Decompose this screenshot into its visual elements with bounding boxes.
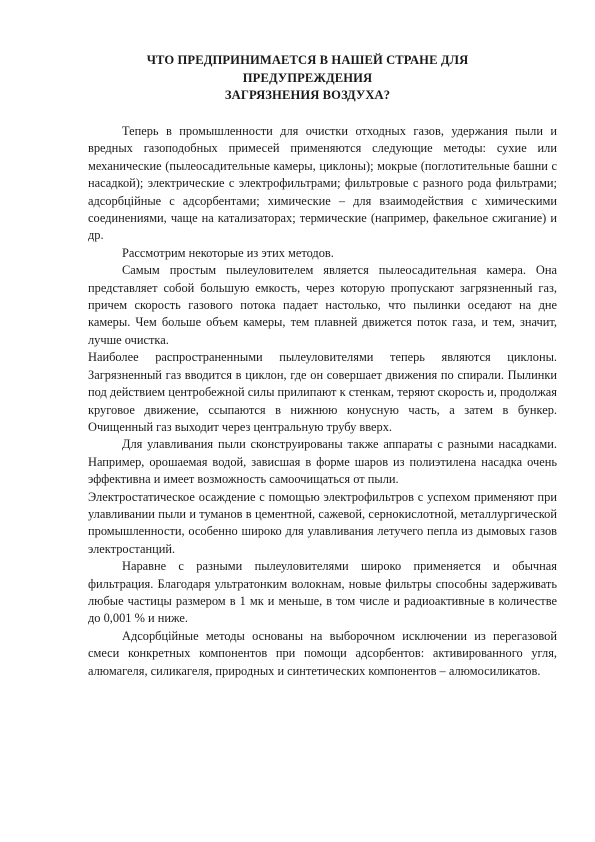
document-body bbox=[88, 123, 557, 680]
paragraph-consider-methods: Рассмотрим некоторые из этих методов. bbox=[122, 245, 334, 260]
paragraph-packings: Для улавливания пыли сконструированы также аппараты с разными насадками. Например, орошаемая водой, зависшая в форме шаров из полиэтилена насадка очень эффективна и имеет возможность самоочищаться от пыли. bbox=[88, 437, 557, 487]
paragraph-cyclones: Наиболее распространенными пылеуловителями теперь являются циклоны. Загрязненный газ вводится в циклон, где он совершает движения по спирали. Пылинки под действием центробежной силы прилипают к стенкам, теряют скорость и, продолжая круговое движение, ссыпаются в нижнюю конусную часть, а затем в бункер. Очищенный газ выходит через центральную трубу вверх. bbox=[88, 350, 557, 434]
paragraph-electrostatic: Электростатическое осаждение с помощью электрофильтров с успехом применяют при улавливании пыли и туманов в цементной, сажевой, сернокислотной, металлургической промышленности, особенно широко для улавливания летучего пепла из дымовых газов электростанций. bbox=[88, 489, 557, 556]
title-line-3: ЗАГРЯЗНЕНИЯ ВОЗДУХА? bbox=[224, 88, 391, 102]
paragraph-settling-chamber: Самым простым пылеуловителем является пылеосадительная камера. Она представляет собой большую емкость, через которую пропускают загрязненный газ, причем скорость газового потока падает настолько, что пылинки оседают на дне камеры. Чем больше объем камеры, тем плавней движется поток газа, и тем, значит, лучше очистка. bbox=[88, 263, 557, 347]
paragraph-filtration: Наравне с разными пылеуловителями широко применяется и обычная фильтрация. Благодаря ультратонким волокнам, новые фильтры способны задерживать любые частицы размером в 1 мк и меньше, в том числе и радиоактивные в количестве до 0,001 % и ниже. bbox=[88, 559, 557, 626]
title-line-1: ЧТО ПРЕДПРИНИМАЕТСЯ В НАШЕЙ СТРАНЕ ДЛЯ bbox=[146, 53, 469, 67]
document-title bbox=[60, 52, 555, 105]
paragraph-adsorption: Адсорбційные методы основаны на выборочном исключении из перегазовой смеси конкретных компонентов при помощи адсорбентов: активированного угля, алюмагеля, силикагеля, природных и синтетических компонентов – алюмосиликатов. bbox=[88, 628, 557, 678]
title-line-2: ПРЕДУПРЕЖДЕНИЯ bbox=[242, 70, 373, 85]
paragraph-methods-overview: Теперь в промышленности для очистки отходных газов, удержания пыли и вредных газоподобных примесей применяются следующие методы: сухие или механические (пылеосадительные камеры, циклоны); мокрые (поглотительные башни с насадкой); электрические с электрофильтрами; фильтровые с разного рода фильтрами; адсорбційные с адсорбентами; химические – для взаимодействия с химическими соединениями, чаще на катализаторах; термические (например, факельное сжигание) и др. bbox=[88, 124, 557, 243]
